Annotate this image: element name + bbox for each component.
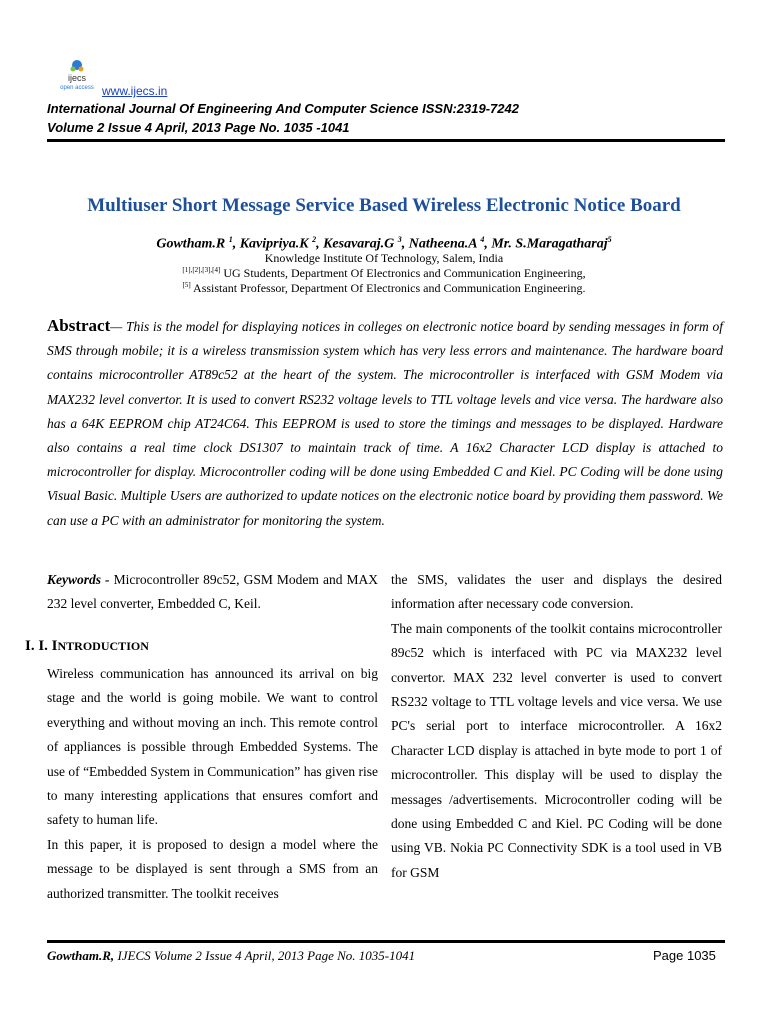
footer-divider [47,940,725,943]
keywords [47,568,378,617]
header-divider [47,139,725,142]
section-number: I. I. I [25,638,58,654]
intro-left-column [47,662,378,906]
abstract [47,314,723,533]
author-name: , Kesavaraj.G [316,236,398,252]
paragraph: The main components of the toolkit contains microcontroller 89c52 which is interfaced with PC via MAX232 level convertor. MAX 232 level converter is used to convert RS232 voltage to TTL voltage levels and vice versa. We use PC's serial port to interface microcontroller. A 16x2 Character LCD display is attached in byte mode to port 1 of microcontroller. This display will be used to display the messages /advertisements. Microcontroller coding will be done using Embedded C and Kiel. PC Coding will be done using VB. Nokia PC Connectivity SDK is a tool used in VB for GSM [391,620,722,880]
footer-citation-text: IJECS Volume 2 Issue 4 April, 2013 Page No. 1035-1041 [114,948,416,963]
author-sup: 4 [480,235,485,244]
keywords-label: Keywords - [47,572,110,587]
affiliation-text: Assistant Professor, Department Of Electronics and Communication Engineering. [190,281,586,295]
site-link[interactable]: www.ijecs.in [102,84,168,98]
paragraph: the SMS, validates the user and displays the desired information after necessary code conversion. [391,572,722,612]
keywords-text: Microcontroller 89c52, GSM Modem and MAX 232 level converter, Embedded C, Keil. [47,572,378,612]
volume-info: Volume 2 Issue 4 April, 2013 Page No. 1035 -1041 [47,120,350,135]
author-list [0,235,768,253]
author-name: , Mr. S.Maragatharaj [484,236,608,252]
author-sup: 3 [397,235,402,244]
affiliation-sup: [5] [182,281,191,289]
affiliation-institute: Knowledge Institute Of Technology, Salem, India [264,251,504,265]
abstract-heading: Abstract [47,316,111,335]
logo-icon [60,56,94,92]
author-sup: 1 [228,235,233,244]
author-sup: 2 [312,235,317,244]
section-heading [25,638,149,655]
section-title: NTRODUCTION [57,639,149,653]
affiliation-text: UG Students, Department Of Electronics and Communication Engineering, [220,266,586,280]
svg-text:open access: open access [60,85,94,91]
footer-author: Gowtham.R, [47,948,115,963]
paper-title: Multiuser Short Message Service Based Wireless Electronic Notice Board [87,195,681,216]
abstract-text: — This is the model for displaying notices in colleges on electronic notice board by sending messages in form of SMS through mobile; it is a wireless transmission system which has very less errors and maintenance. The hardware board contains microcontroller AT89c52 at the heart of the system. The microcontroller is interfaced with GSM Modem via MAX232 level convertor. It is used to convert RS232 voltage levels to TTL voltage levels and vice versa. The hardware also has a 64K EEPROM chip AT24C64. This EEPROM is used to store the timings and messages to be displayed. Hardware also contains a real time clock DS1307 to maintain track of time. A 16x2 Character LCD display is attached to microcontroller for display. Microcontroller coding will be done using Embedded C and Kiel. PC Coding will be done using Visual Basic. Multiple Users are authorized to update notices on the electronic notice board by providing them password. We can use a PC with an administrator for monitoring the system. [47,319,723,528]
author-name: Gowtham.R [156,236,229,252]
page-number: Page 1035 [653,948,716,963]
footer-citation [47,948,415,964]
svg-text:ijecs: ijecs [67,73,87,83]
affiliation-students [0,266,768,281]
author-name: , Kavipriya.K [232,236,313,252]
affiliation-professor [0,281,768,296]
intro-right-column [391,568,722,885]
affiliation-sup: [1],[2],[3],[4] [182,266,221,274]
journal-logo [60,56,94,92]
paragraph: In this paper, it is proposed to design a model where the message to be displayed is sent through a SMS from an authorized transmitter. The toolkit receives [47,836,378,901]
paragraph: Wireless communication has announced its arrival on big stage and the world is going mobile. We want to control everything and without moving an inch. This remote control of appliances is possible through Embedded Systems. The use of “Embedded System in Communication” has given rise to many interesting applications that ensures comfort and safety to human life. [47,666,378,828]
author-name: , Natheena.A [401,236,481,252]
journal-name: International Journal Of Engineering And Computer Science ISSN:2319-7242 [47,101,519,116]
author-sup: 5 [607,235,612,244]
